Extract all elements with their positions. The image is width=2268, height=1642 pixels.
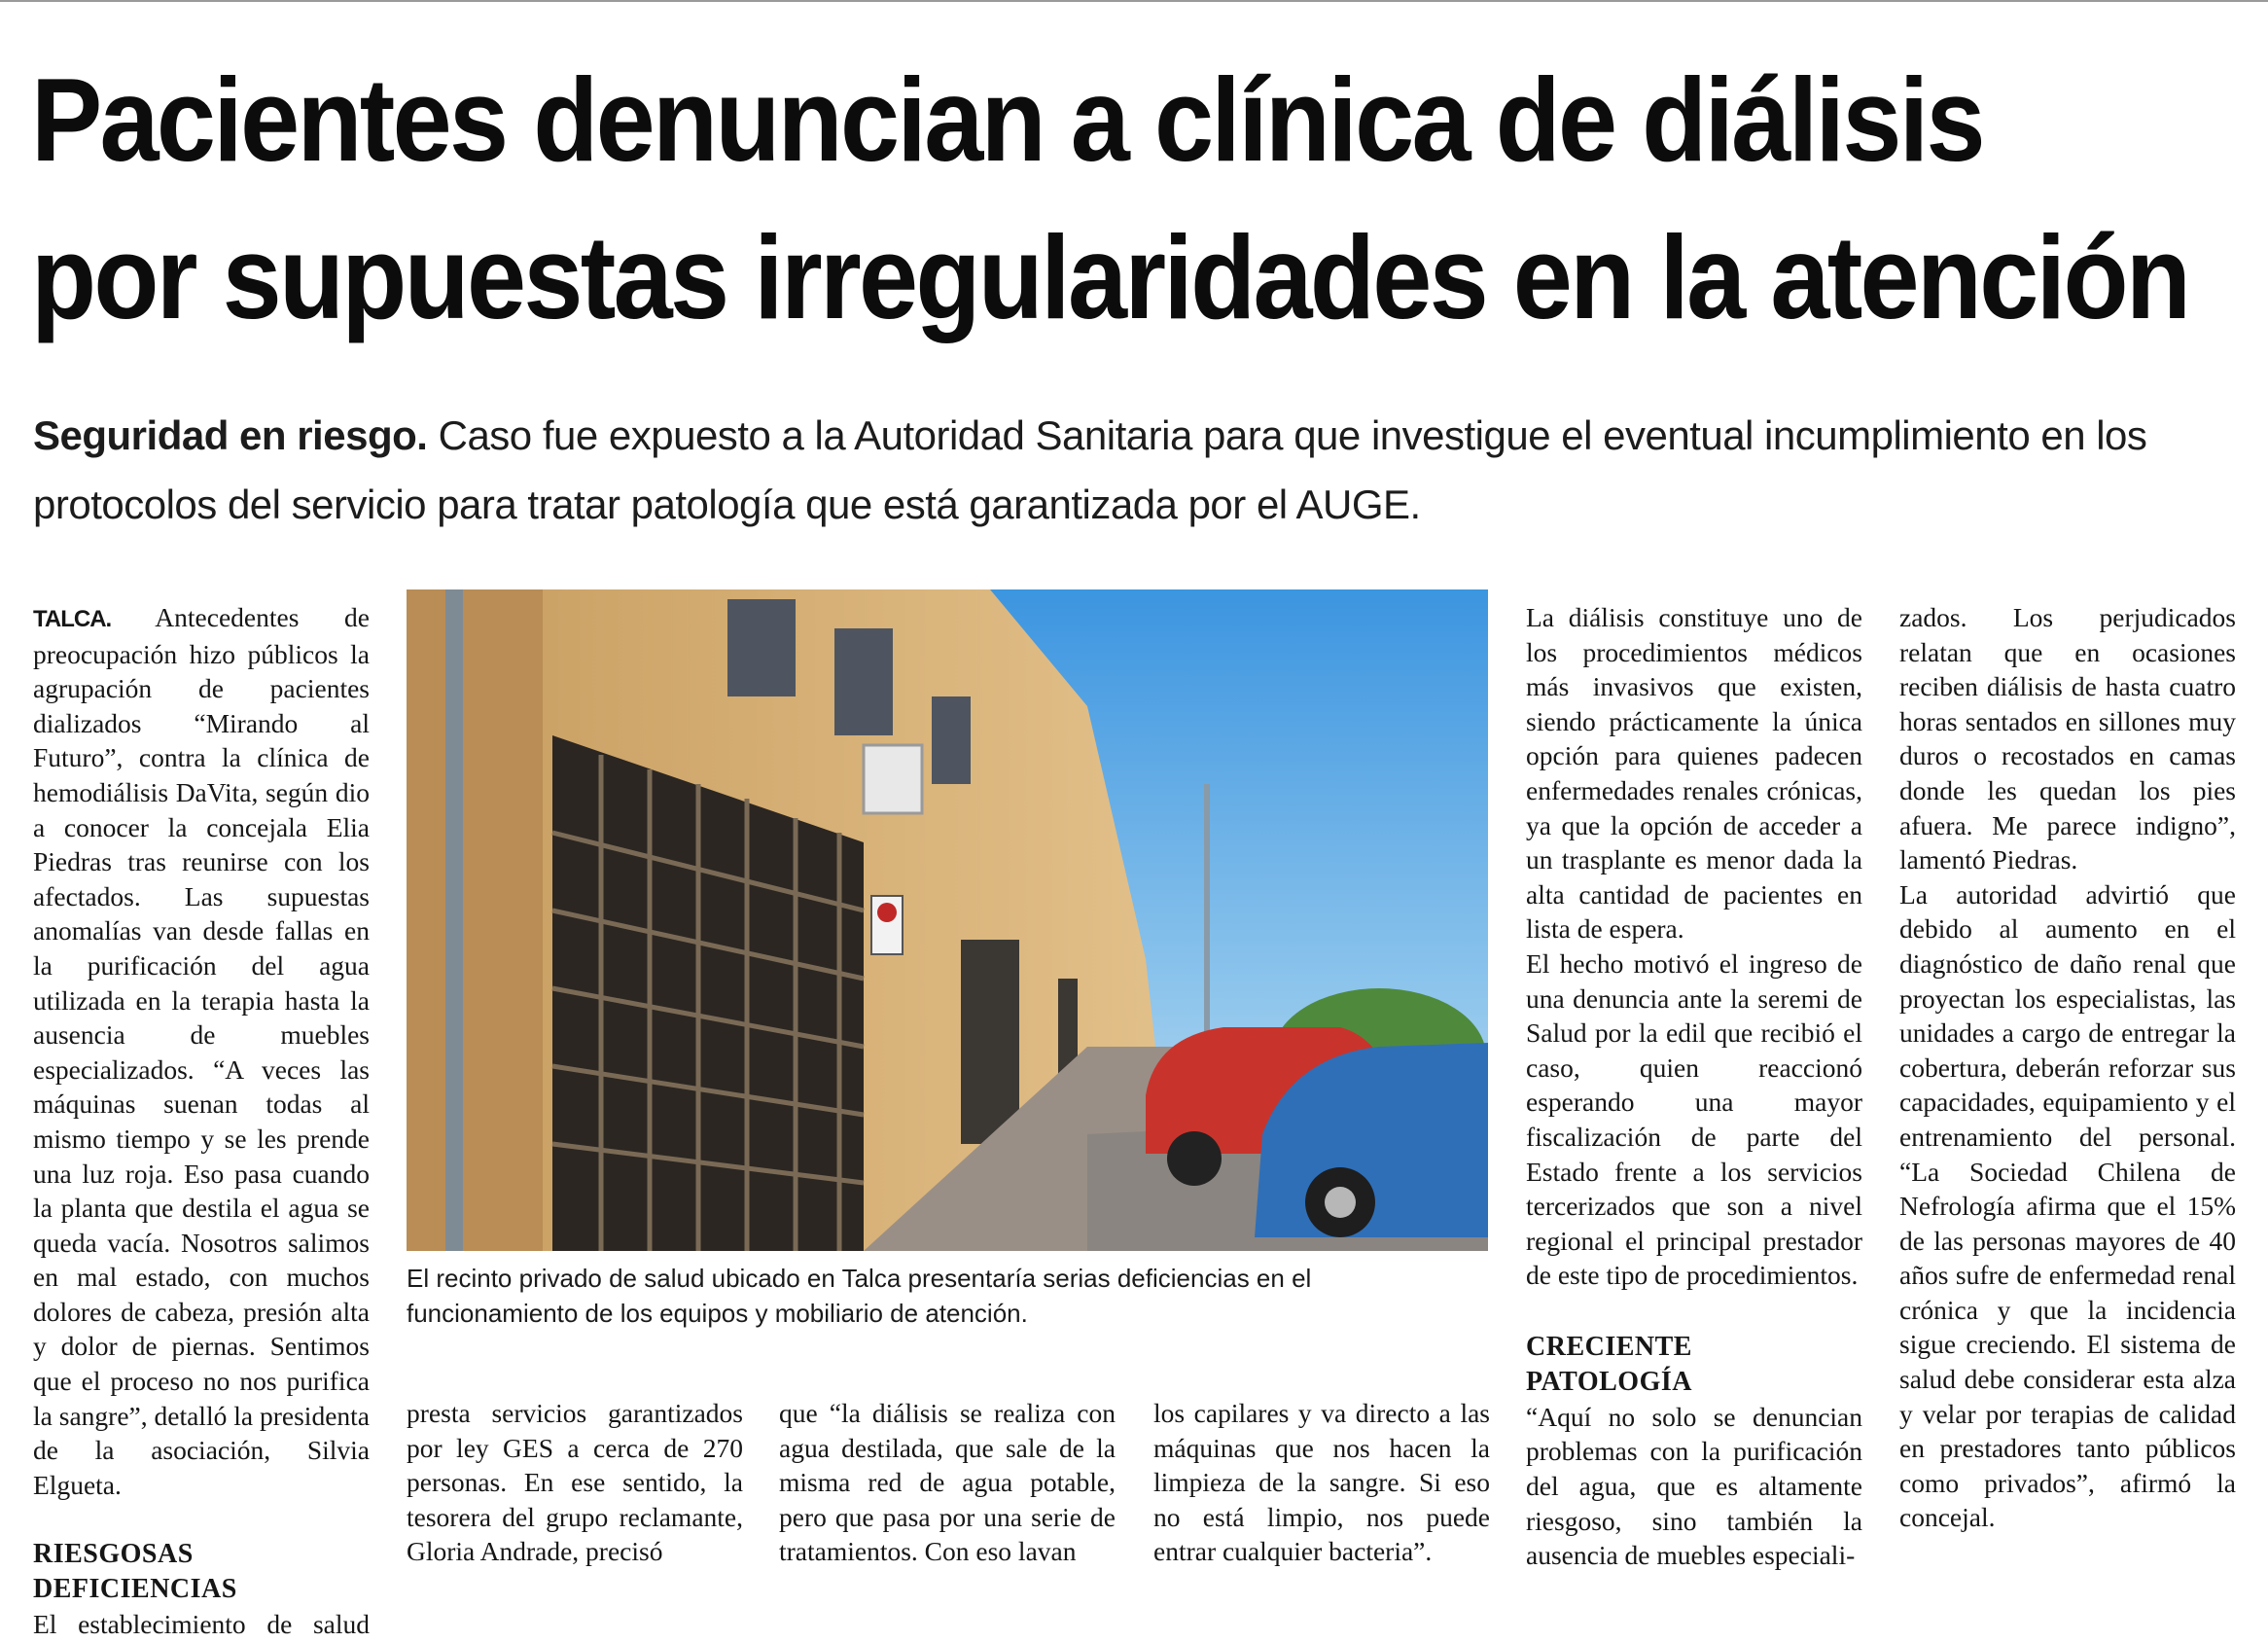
- column-4-text: los capilares y va directo a las máquinas que nos hacen la limpieza de la sangre. Si eso no está limpio, nos puede entrar cualquier bacteria”.: [1153, 1398, 1490, 1567]
- deck-lead: Seguridad en riesgo.: [33, 412, 428, 458]
- column-2-text: presta servicios garantizados por ley GES a cerca de 270 personas. En ese sentido, la tesorera del grupo reclamante, Gloria Andrade, precisó: [407, 1398, 743, 1567]
- column-3: [779, 1396, 1116, 1569]
- column-1-text: Antecedentes de preocupación hizo públicos la agrupación de pacientes dializados “Mirando al Futuro”, contra la clínica de hemodiálisis DaVita, según dio a conocer la concejala Elia Piedras tras reunirse con los afectados. Las supuestas anomalías van desde fallas en la purificación del agua utilizada en la terapia hasta la ausencia de muebles especializados. “A veces las máquinas suenan todas al mismo tiempo y se les prende una luz roja. Eso pasa cuando la planta que destila el agua se queda vacía. Nosotros salimos en mal estado, con muchos dolores de cabeza, presión alta y dolor de piernas. Sentimos que el proceso no nos purifica la sangre”, detalló la presidenta de la asociación, Silvia Elgueta.: [33, 602, 370, 1500]
- column-1-body: [33, 600, 370, 1502]
- top-rule: [0, 0, 2268, 2]
- column-1: [33, 600, 370, 1642]
- column-3-text: que “la diálisis se realiza con agua destilada, que sale de la misma red de agua potable, pero que pasa por una serie de tratamientos. Con eso lavan: [779, 1398, 1116, 1567]
- deck: [33, 401, 2250, 539]
- column-6: [1899, 600, 2236, 1535]
- street-photo: [407, 589, 1488, 1251]
- column-6-para-1: zados. Los perjudicados relatan que en ocasiones reciben diálisis de hasta cuatro horas sentados en sillones muy duros o recostados en camas donde les quedan los pies afuera. Me parece indigno”, lamentó Piedras.: [1899, 602, 2236, 875]
- headline-line-1: Pacientes denuncian a clínica de diálisis: [31, 54, 1983, 186]
- deck-text: Caso fue expuesto a la Autoridad Sanitaria para que investigue el eventual incumplimiento en los protocolos del servicio para tratar patología que está garantizada por el AUGE.: [33, 412, 2147, 527]
- column-6-para-2: La autoridad advirtió que debido al aumento en el diagnóstico de daño renal que proyectan los especialistas, las unidades a cargo de entregar la cobertura, deberán reforzar sus capacidades, equipamiento y el entrenamiento del personal. “La Sociedad Chilena de Nefrología afirma que el 15% de las personas mayores de 40 años sufre de enfermedad renal crónica y que la incidencia sigue creciendo. El sistema de salud debe considerar esta alza y velar por terapias de calidad en prestadores tanto públicos como privados”, afirmó la concejal.: [1899, 878, 2236, 1533]
- column-2: [407, 1396, 743, 1569]
- column-1-after: El establecimiento de salud: [33, 1609, 370, 1640]
- column-4: [1153, 1396, 1490, 1569]
- headline-line-2: por supuestas irregularidades en la atención: [31, 211, 2189, 343]
- column-5: [1526, 600, 1862, 1573]
- clinic-building-photo: [407, 589, 1488, 1251]
- column-5-para-2: El hecho motivó el ingreso de una denuncia ante la seremi de Salud por la edil que recibió el caso, quien reaccionó esperando una mayor fiscalización de parte del Estado frente a los servicios tercerizados que son a nivel regional el principal prestador de este tipo de procedimientos.: [1526, 947, 1862, 1291]
- headline: [31, 41, 2189, 356]
- column-5-para-3: “Aquí no solo se denuncian problemas con la purificación del agua, que es altamente riesgoso, sino también la ausencia de muebles especiali-: [1526, 1401, 1862, 1571]
- subhead-creciente: CRECIENTE PATOLOGÍA: [1526, 1331, 1692, 1397]
- column-5-para-1: La diálisis constituye uno de los procedimientos médicos más invasivos que existen, siendo prácticamente la única opción para quienes padecen enfermedades renales crónicas, ya que la opción de acceder a un trasplante es menor dada la alta cantidad de pacientes en lista de espera.: [1526, 602, 1862, 945]
- photo-caption: El recinto privado de salud ubicado en Talca presentaría serias deficiencias en el funcionamiento de los equipos y mobiliario de atención.: [407, 1264, 1312, 1328]
- dateline: TALCA.: [33, 606, 112, 632]
- subhead-riesgosas: RIESGOSAS DEFICIENCIAS: [33, 1539, 237, 1605]
